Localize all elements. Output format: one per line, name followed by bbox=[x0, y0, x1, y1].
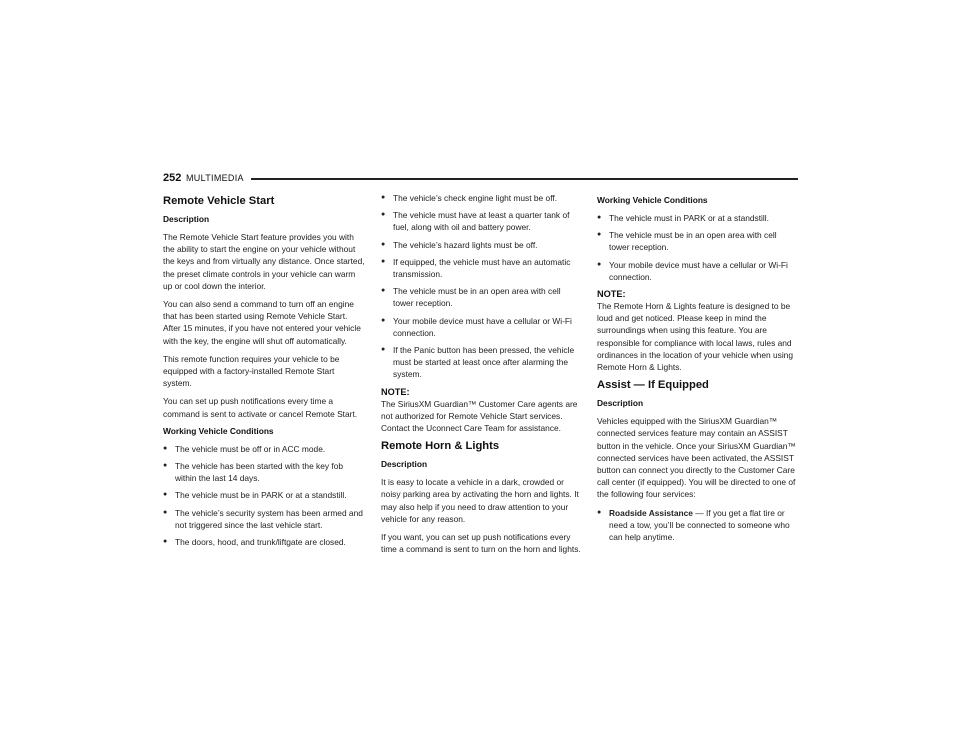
note-label: NOTE: bbox=[597, 289, 626, 300]
list-item: ● The vehicle must be in PARK or at a standstill. bbox=[163, 489, 365, 501]
list-item: ● The doors, hood, and trunk/liftgate are closed. bbox=[163, 536, 365, 548]
list-item: ● The vehicle’s security system has been armed and not triggered since the last vehicle start. bbox=[163, 507, 365, 531]
list-item: ● The vehicle must in PARK or at a standstill. bbox=[597, 212, 799, 224]
remote-start-title: Remote Vehicle Start bbox=[163, 195, 275, 207]
assist-description-heading: Description bbox=[597, 398, 644, 409]
horn-lights-description-heading: Description bbox=[381, 459, 428, 470]
remote-start-conditions-list-cont bbox=[381, 192, 583, 381]
service-text: — If you get a flat tire or need a tow, you’ll be connected to someone who can help anytime. bbox=[609, 507, 790, 543]
remote-start-paragraph: This remote function requires your vehicle to be equipped with a factory-installed Remote Start system. bbox=[163, 353, 340, 389]
list-item: ● Your mobile device must have a cellular or Wi-Fi connection. bbox=[381, 315, 583, 339]
remote-start-description-heading: Description bbox=[163, 214, 210, 224]
list-item: ● The vehicle’s hazard lights must be off. bbox=[381, 239, 583, 251]
list-item: ● The vehicle must be off or in ACC mode. bbox=[163, 443, 365, 455]
horn-lights-paragraph: If you want, you can set up push notifications every time a command is sent to turn on the horn and lights. bbox=[381, 532, 581, 555]
assist-paragraph: Vehicles equipped with the SiriusXM Guardian™ connected services feature may contain an ASSIST button in the vehicle. Once your SiriusXM Guardian™ connected services have been activated, the ASSIST button can connect you directly to the Customer Care call center (if equipped). You will be directed to one of the following four services: bbox=[597, 416, 796, 500]
list-item: ● The vehicle has been started with the key fob within the last 14 days. bbox=[163, 460, 365, 484]
list-item: ● The vehicle’s check engine light must be off. bbox=[381, 192, 583, 204]
remote-start-note: The SiriusXM Guardian™ Customer Care agents are not authorized for Remote Vehicle Start services. Contact the Uconnect Care Team for assistance. bbox=[381, 398, 578, 434]
horn-lights-note: The Remote Horn & Lights feature is designed to be loud and get noticed. Please keep in mind the surroundings when using this feature. You are responsible for compliance with local laws, rules and ordinances in the location of your vehicle when using Remote Horn & Lights. bbox=[597, 301, 794, 373]
horn-lights-title: Remote Horn & Lights bbox=[381, 440, 500, 453]
horn-lights-paragraph: It is easy to locate a vehicle in a dark, crowded or noisy parking area by activating the horn and lights. It may also help if you need to draw attention to your vehicle for any reason. bbox=[381, 477, 579, 524]
list-item: ● Your mobile device must have a cellular or Wi-Fi connection. bbox=[597, 259, 799, 283]
list-item: ● The vehicle must have at least a quarter tank of fuel, along with oil and battery power. bbox=[381, 209, 583, 233]
remote-start-paragraph: You can set up push notifications every time a command is sent to activate or cancel Remote Start. bbox=[163, 396, 358, 419]
list-item: ● If equipped, the vehicle must have an automatic transmission. bbox=[381, 256, 583, 280]
list-item bbox=[597, 507, 799, 544]
remote-start-paragraph: The Remote Vehicle Start feature provides you with the ability to start the engine on your vehicle without the keys and from virtually any distance. Once started, the preset climate controls in your vehicle can warm up or cool down the interior. bbox=[163, 232, 365, 291]
assist-title: Assist — If Equipped bbox=[597, 379, 709, 392]
list-item: ● If the Panic button has been pressed, the vehicle must be started at least once after alarming the system. bbox=[381, 344, 583, 381]
column-3 bbox=[597, 195, 799, 549]
section-title: MULTIMEDIA bbox=[186, 173, 244, 183]
service-name: Roadside Assistance bbox=[609, 507, 693, 518]
note-label: NOTE: bbox=[381, 386, 410, 397]
column-2 bbox=[381, 195, 583, 561]
list-item: ● The vehicle must be in an open area with cell tower reception. bbox=[597, 229, 799, 253]
page-number: 252 bbox=[163, 172, 182, 184]
remote-start-conditions-list bbox=[163, 443, 365, 548]
remote-start-paragraph: You can also send a command to turn off an engine that has been started using Remote Vehicle Start. After 15 minutes, if you have not entered your vehicle with the key, the engine will shut off automatically. bbox=[163, 299, 361, 346]
header-rule bbox=[251, 178, 798, 180]
assist-services-list bbox=[597, 507, 799, 544]
column-1 bbox=[163, 195, 365, 554]
remote-start-conditions-heading: Working Vehicle Conditions bbox=[163, 425, 274, 436]
page-header bbox=[163, 172, 798, 186]
horn-lights-conditions-heading: Working Vehicle Conditions bbox=[597, 195, 708, 205]
list-item: ● The vehicle must be in an open area with cell tower reception. bbox=[381, 285, 583, 309]
horn-lights-conditions-list bbox=[597, 212, 799, 283]
